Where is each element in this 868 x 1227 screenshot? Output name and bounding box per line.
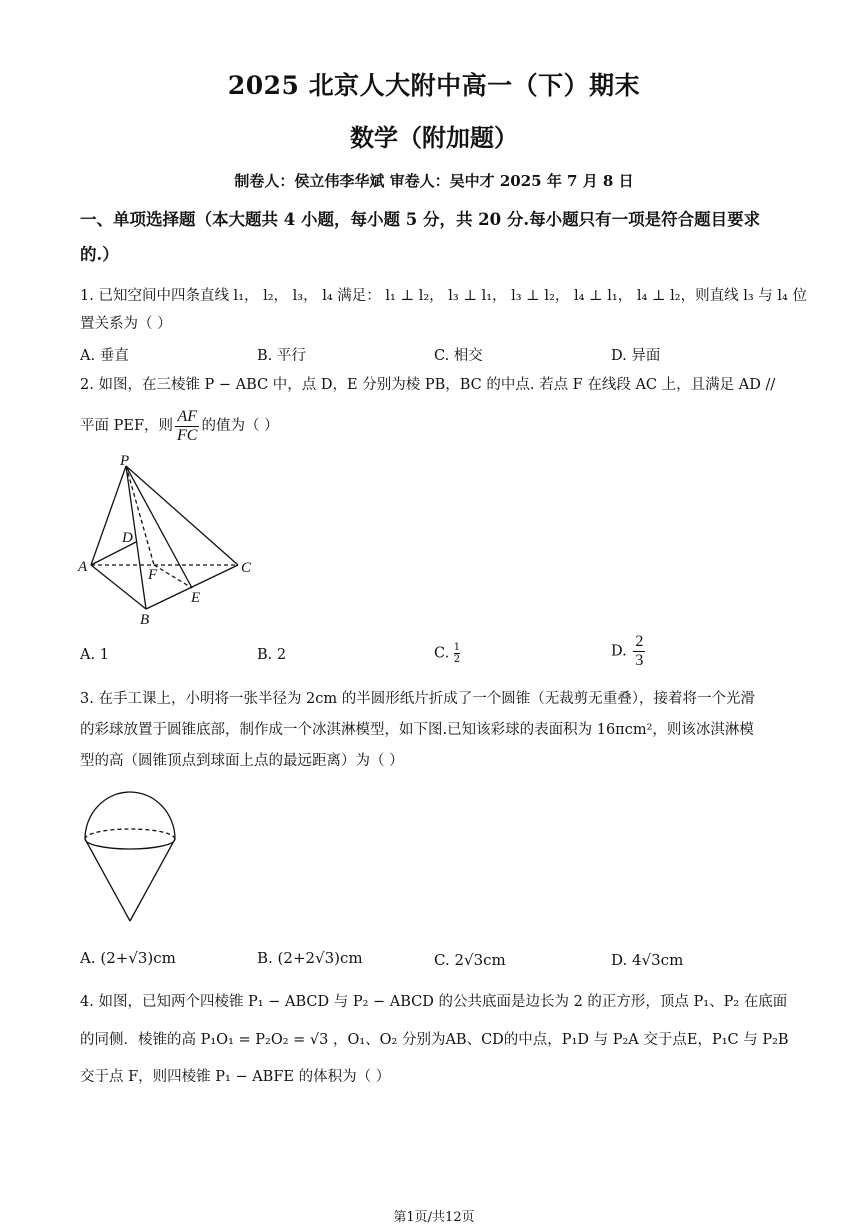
edge-pc bbox=[126, 466, 238, 565]
q2-option-c-den: 2 bbox=[453, 654, 461, 665]
q2-line2-suffix: 的值为（ ） bbox=[201, 418, 279, 434]
q2-pyramid-figure bbox=[74, 452, 264, 632]
q4-line2: 的同侧．棱锥的高 P₁O₁ = P₂O₂ = √3 ，O₁、O₂ 分别为AB、CD的中点，P₁D 与 P₂A 交于点E，P₁C 与 P₂B bbox=[80, 1032, 789, 1048]
q3-line2: 的彩球放置于圆锥底部，制作成一个冰淇淋模型，如下图.已知该彩球的表面积为 16πcm²，则该冰淇淋模 bbox=[80, 722, 754, 738]
q2-option-b: B. 2 bbox=[257, 647, 287, 663]
q2-option-c-num: 1 bbox=[453, 642, 461, 653]
q4-line1: 4. 如图，已知两个四棱锥 P₁ − ABCD 与 P₂ − ABCD 的公共底面是边长为 2 的正方形，顶点 P₁、P₂ 在底面 bbox=[80, 994, 788, 1010]
q2-option-c bbox=[434, 642, 460, 665]
q3-option-c: C. 2√3cm bbox=[434, 951, 506, 969]
q2-option-c-fraction bbox=[454, 642, 460, 665]
q1-option-c: C. 相交 bbox=[434, 348, 483, 364]
exam-title: 2025 北京人大附中高一（下）期末 bbox=[227, 71, 641, 100]
q2-option-d bbox=[611, 633, 647, 670]
q1-option-d: D. 异面 bbox=[611, 348, 661, 364]
exam-subtitle: 数学（附加题） bbox=[350, 123, 518, 152]
q2-line2 bbox=[80, 406, 279, 446]
label-p: P bbox=[120, 453, 130, 469]
q2-option-d-label: D. bbox=[611, 643, 632, 660]
q2-fraction-num: AF bbox=[175, 408, 199, 427]
q2-fraction-den: FC bbox=[177, 426, 198, 444]
segment-pf-hidden bbox=[126, 466, 154, 565]
label-f: F bbox=[148, 567, 158, 583]
exam-meta: 制卷人：侯立伟李华斌 审卷人：吴中才 2025 年 7 月 8 日 bbox=[234, 172, 634, 190]
label-a: A bbox=[78, 559, 88, 575]
q1-option-b: B. 平行 bbox=[257, 348, 306, 364]
section-heading bbox=[80, 202, 796, 272]
q4-line3: 交于点 F，则四棱锥 P₁ − ABFE 的体积为（ ） bbox=[80, 1069, 391, 1085]
q3-line3: 型的高（圆锥顶点到球面上点的最远距离）为（ ） bbox=[80, 753, 404, 769]
label-e: E bbox=[191, 590, 201, 606]
q2-option-c-label: C. bbox=[434, 645, 454, 662]
section-heading-line2: 的.） bbox=[80, 245, 119, 264]
q3-line1: 3. 在手工课上，小明将一张半径为 2cm 的半圆形纸片折成了一个圆锥（无裁剪无重叠），接着将一个光滑 bbox=[80, 691, 756, 707]
q2-option-a: A. 1 bbox=[80, 647, 109, 663]
cone-left-side bbox=[85, 839, 130, 921]
sphere-rim-front bbox=[85, 839, 175, 849]
edge-ab bbox=[91, 565, 146, 609]
q1-line1: 1. 已知空间中四条直线 l₁， l₂， l₃， l₄ 满足： l₁ ⊥ l₂， l₃ ⊥ l₁， l₃ ⊥ l₂， l₄ ⊥ l₁， l₄ ⊥ l₂，则直线 l₃ 与 l₄ 位 bbox=[80, 288, 807, 304]
q3-option-b: B. (2+2√3)cm bbox=[257, 949, 363, 967]
q1-line2: 置关系为（ ） bbox=[80, 316, 172, 332]
q1-option-a: A. 垂直 bbox=[80, 348, 129, 364]
q2-option-d-num: 2 bbox=[635, 633, 644, 650]
page-footer: 第1页/共12页 bbox=[393, 1210, 475, 1225]
q3-ice-cream-figure bbox=[80, 785, 180, 925]
cone-right-side bbox=[130, 839, 175, 921]
label-b: B bbox=[140, 612, 150, 628]
q2-option-d-den: 3 bbox=[635, 652, 644, 669]
q2-line1: 2. 如图，在三棱锥 P − ABC 中，点 D，E 分别为棱 PB，BC 的中点. 若点 F 在线段 AC 上，且满足 AD // bbox=[80, 377, 776, 393]
q3-option-d: D. 4√3cm bbox=[611, 951, 684, 969]
sphere-rim-back bbox=[85, 829, 175, 839]
q3-option-a: A. (2+√3)cm bbox=[80, 949, 176, 967]
label-d: D bbox=[122, 530, 133, 546]
segment-pe bbox=[126, 466, 192, 588]
section-heading-line1: 一、单项选择题（本大题共 4 小题，每小题 5 分，共 20 分.每小题只有一项是符合题目要求 bbox=[80, 210, 761, 229]
q2-fraction bbox=[175, 408, 199, 445]
label-c: C bbox=[241, 560, 252, 576]
q2-line2-prefix: 平面 PEF，则 bbox=[80, 418, 174, 434]
q2-option-d-fraction bbox=[633, 633, 645, 670]
